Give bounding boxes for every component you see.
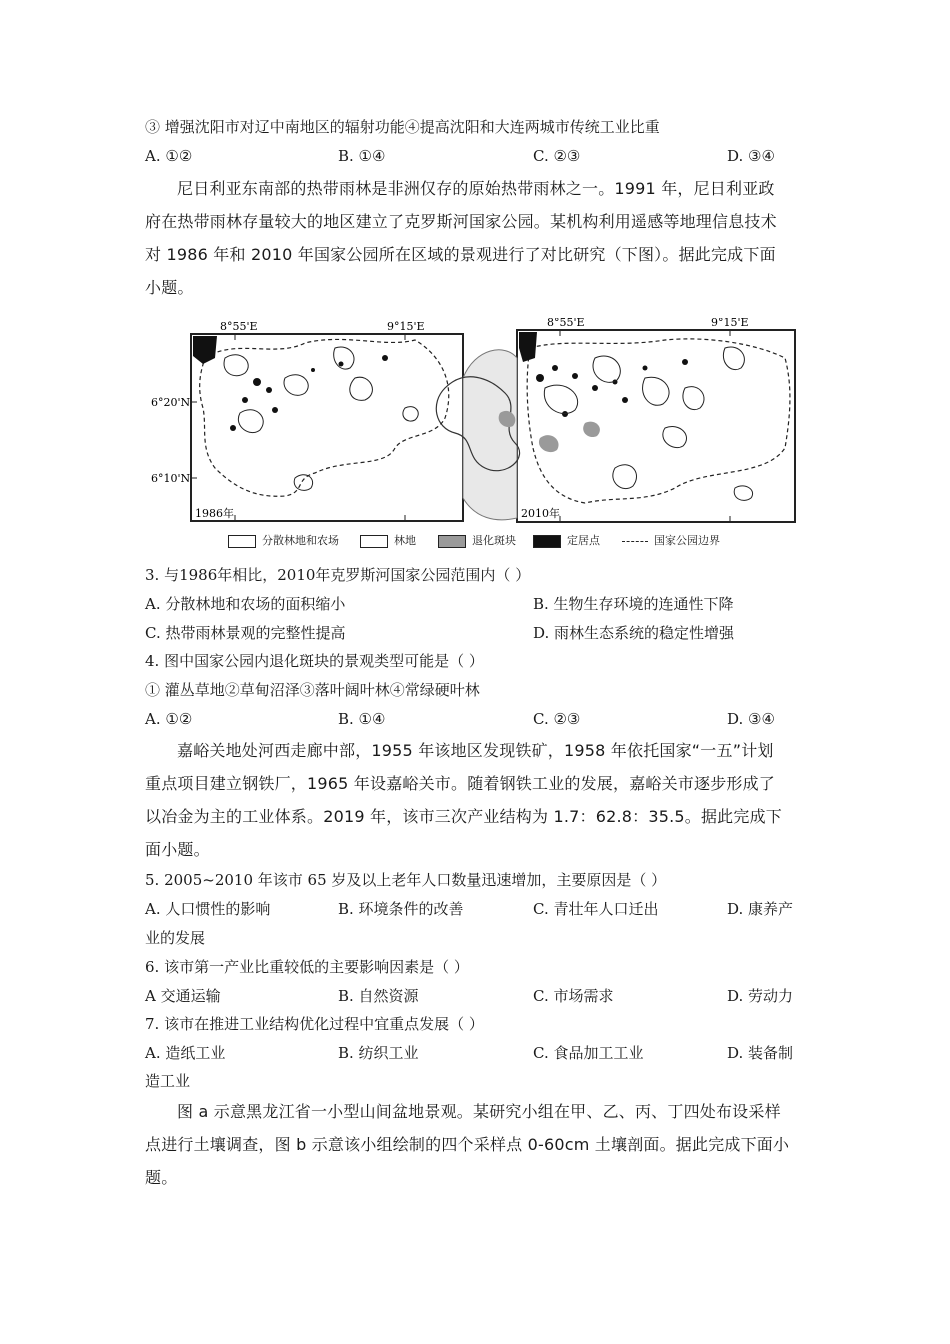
legend-scattered: 分散林地和农场 bbox=[228, 532, 339, 548]
year-label-2010: 2010年 bbox=[521, 507, 560, 520]
q4-option-d: D. ③④ bbox=[727, 710, 775, 728]
left-lon-label-1: 8°55'E bbox=[220, 320, 258, 333]
q5-option-b: B. 环境条件的改善 bbox=[338, 900, 464, 918]
right-lon-label-2: 9°15'E bbox=[711, 318, 749, 329]
passage3-line-3: 题。 bbox=[145, 1168, 178, 1187]
passage2-line-4: 面小题。 bbox=[145, 840, 210, 859]
passage1-line-3: 对 1986 年和 2010 年国家公园所在区域的景观进行了对比研究（下图）。据此完成下面 bbox=[145, 245, 776, 264]
q5-option-d-wrap: 业的发展 bbox=[145, 929, 206, 947]
q3-option-a: A. 分散林地和农场的面积缩小 bbox=[145, 595, 346, 613]
q2-choice-line: ③ 增强沈阳市对辽中南地区的辐射功能④提高沈阳和大连两城市传统工业比重 bbox=[145, 118, 660, 136]
q5-stem: 5. 2005~2010 年该市 65 岁及以上老年人口数量迅速增加，主要原因是（ ） bbox=[145, 871, 667, 889]
passage2-line-1: 嘉峪关地处河西走廊中部，1955 年该地区发现铁矿，1958 年依托国家“一五”计划 bbox=[177, 741, 774, 760]
passage3-line-2: 点进行土壤调查，图 b 示意该小组绘制的四个采样点 0-60cm 土壤剖面。据此完成下面小 bbox=[145, 1135, 790, 1154]
passage1-line-1: 尼日利亚东南部的热带雨林是非洲仅存的原始热带雨林之一。1991 年，尼日利亚政 bbox=[177, 179, 775, 198]
q7-option-a: A. 造纸工业 bbox=[145, 1044, 226, 1062]
q4-option-b: B. ①④ bbox=[338, 710, 386, 728]
q3-option-d: D. 雨林生态系统的稳定性增强 bbox=[533, 624, 735, 642]
q7-stem: 7. 该市在推进工业结构优化过程中宜重点发展（ ） bbox=[145, 1015, 484, 1033]
map-svg bbox=[145, 318, 805, 558]
q6-stem: 6. 该市第一产业比重较低的主要影响因素是（ ） bbox=[145, 958, 469, 976]
legend-swatch-forest bbox=[360, 535, 388, 548]
legend-boundary: 国家公园边界 bbox=[622, 532, 720, 548]
legend-swatch-settlement bbox=[533, 535, 561, 548]
q2-option-a: A. ①② bbox=[145, 147, 193, 165]
q4-option-a: A. ①② bbox=[145, 710, 193, 728]
q2-option-b: B. ①④ bbox=[338, 147, 386, 165]
year-label-1986: 1986年 bbox=[195, 507, 234, 520]
q6-option-d: D. 劳动力 bbox=[727, 987, 794, 1005]
lat-label-1: 6°20'N bbox=[151, 396, 191, 409]
left-lon-label-2: 9°15'E bbox=[387, 320, 425, 333]
passage2-line-2: 重点项目建立钢铁厂，1965 年设嘉峪关市。随着钢铁工业的发展，嘉峪关市逐步形成了 bbox=[145, 774, 776, 793]
passage1-line-4: 小题。 bbox=[145, 278, 194, 297]
q4-choices: ① 灌丛草地②草甸沼泽③落叶阔叶林④常绿硬叶林 bbox=[145, 681, 480, 699]
legend-degraded: 退化斑块 bbox=[438, 532, 516, 548]
q6-option-b: B. 自然资源 bbox=[338, 987, 419, 1005]
q7-option-b: B. 纺织工业 bbox=[338, 1044, 419, 1062]
q2-option-c: C. ②③ bbox=[533, 147, 581, 165]
q3-option-c: C. 热带雨林景观的完整性提高 bbox=[145, 624, 346, 642]
passage3-line-1: 图 a 示意黑龙江省一小型山间盆地景观。某研究小组在甲、乙、丙、丁四处布设采样 bbox=[177, 1102, 781, 1121]
q7-option-d-wrap: 造工业 bbox=[145, 1072, 191, 1090]
q7-option-c: C. 食品加工工业 bbox=[533, 1044, 644, 1062]
q4-option-c: C. ②③ bbox=[533, 710, 581, 728]
q6-option-c: C. 市场需求 bbox=[533, 987, 614, 1005]
q5-option-d: D. 康养产 bbox=[727, 900, 794, 918]
q4-stem: 4. 图中国家公园内退化斑块的景观类型可能是（ ） bbox=[145, 652, 484, 670]
park-landscape-map bbox=[145, 318, 805, 558]
q2-option-d: D. ③④ bbox=[727, 147, 775, 165]
legend-swatch-degraded bbox=[438, 535, 466, 548]
legend-forest: 林地 bbox=[360, 532, 416, 548]
q6-option-a: A 交通运输 bbox=[145, 987, 221, 1005]
right-lon-label-1: 8°55'E bbox=[547, 318, 585, 329]
legend-settlement: 定居点 bbox=[533, 532, 600, 548]
lat-label-2: 6°10'N bbox=[151, 472, 191, 485]
legend-swatch-boundary bbox=[622, 541, 648, 542]
q5-option-c: C. 青壮年人口迁出 bbox=[533, 900, 659, 918]
q5-option-a: A. 人口惯性的影响 bbox=[145, 900, 271, 918]
passage1-line-2: 府在热带雨林存量较大的地区建立了克罗斯河国家公园。某机构利用遥感等地理信息技术 bbox=[145, 212, 777, 231]
legend-swatch-scattered bbox=[228, 535, 256, 548]
q3-option-b: B. 生物生存环境的连通性下降 bbox=[533, 595, 734, 613]
map-frame-2010 bbox=[517, 330, 795, 522]
map-overlap-area bbox=[463, 350, 517, 520]
q7-option-d: D. 装备制 bbox=[727, 1044, 794, 1062]
passage2-line-3: 以冶金为主的工业体系。2019 年，该市三次产业结构为 1.7：62.8：35.5。据此完成下 bbox=[145, 807, 782, 826]
q3-stem: 3. 与1986年相比，2010年克罗斯河国家公园范围内（ ） bbox=[145, 566, 531, 584]
